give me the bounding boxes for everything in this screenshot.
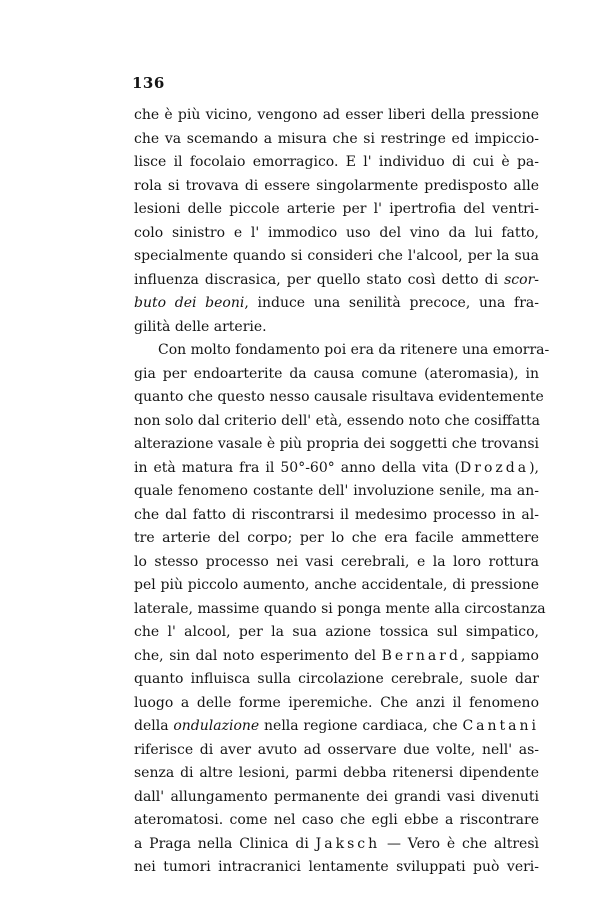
author-name: Drozda — [460, 459, 530, 476]
text-run: , induce una senilità precoce, una fra- — [244, 295, 540, 311]
text-line: lisce il focolaio emorragico. E l' individuo di cui è pa- — [134, 154, 539, 170]
body-text — [134, 104, 550, 880]
text-line: ateromatosi. come nel caso che egli ebbe a riscontrare — [134, 812, 539, 828]
text-line: colo sinistro e l' immodico uso del vino da lui fatto, — [134, 224, 539, 241]
text-line — [134, 645, 539, 669]
text-line — [134, 715, 539, 739]
text-run: della — [134, 718, 174, 734]
text-line: tre arterie del corpo; per lo che era facile ammettere — [134, 530, 539, 546]
text-line: alterazione vasale è più propria dei soggetti che trovansi — [134, 436, 539, 452]
text-line: riferisce di aver avuto ad osservare due volte, nell' as- — [134, 741, 539, 758]
text-line: gia per endoarterite da causa comune (ateromasia), in — [134, 365, 539, 382]
text-line — [134, 269, 539, 293]
text-line: luogo a delle forme iperemiche. Che anzi il fenomeno — [134, 694, 539, 711]
text-line — [134, 833, 539, 857]
text-run: influenza discrasica, per quello stato così detto di — [134, 271, 505, 288]
paragraph-start: Con molto fondamento poi era da ritenere una emorra- — [158, 342, 550, 358]
text-line: lesioni delle piccole arterie per l' ipertrofia del ventri- — [134, 201, 539, 217]
text-line: quale fenomeno costante dell' involuzione senile, ma an- — [134, 483, 539, 499]
text-line: nei tumori intracranici lentamente sviluppati può veri- — [134, 859, 539, 875]
text-line: quanto che questo nesso causale risultava evidentemente — [134, 389, 544, 405]
text-run: in età matura fra il 50°-60° anno della vita ( — [134, 459, 461, 476]
text-line — [134, 292, 539, 316]
text-line: specialmente quando si consideri che l'alcool, per la sua — [134, 248, 539, 264]
text-line: senza di altre lesioni, parmi debba ritenersi dipendente — [134, 765, 539, 781]
author-name: Cantani — [462, 718, 539, 734]
author-name: Bernard — [381, 647, 461, 664]
text-line: lo stesso processo nei vasi cerebrali, e la loro rottura — [134, 553, 539, 570]
text-run: nella regione cardiaca, che — [259, 718, 463, 734]
text-line: quanto influisca sulla circolazione cerebrale, suole dar — [134, 671, 539, 687]
text-line: che l' alcool, per la sua azione tossica sul simpatico, — [134, 624, 539, 640]
text-run: ), — [529, 459, 539, 476]
text-run: a Praga nella Clinica di — [134, 835, 316, 852]
text-line: pel più piccolo aumento, anche accidentale, di pressione — [134, 577, 539, 593]
text-line: non solo dal criterio dell' età, essendo noto che cosiffatta — [134, 412, 540, 429]
italic-term: ondulazione — [173, 718, 260, 734]
text-run: che, sin dal noto esperimento del — [134, 647, 382, 664]
text-line: dall' allungamento permanente dei grandi vasi divenuti — [134, 788, 539, 805]
italic-term: scor- — [504, 271, 539, 288]
text-run: , sappiamo — [460, 647, 539, 664]
text-line: che va scemando a misura che si restringe ed impiccio- — [134, 130, 539, 147]
text-line — [134, 457, 539, 481]
text-line: che è più vicino, vengono ad esser liberi della pressione — [134, 107, 539, 123]
italic-term: buto dei beoni — [134, 295, 245, 311]
text-line: laterale, massime quando si ponga mente alla circostanza — [134, 600, 546, 617]
text-line: che dal fatto di riscontrarsi il medesimo processo in al- — [134, 506, 539, 523]
page-number: 136 — [132, 74, 165, 92]
text-line: gilità delle arterie. — [134, 318, 267, 335]
text-run: — Vero è che altresì — [380, 835, 539, 852]
text-line: rola si trovava di essere singolarmente predisposto alle — [134, 177, 539, 194]
author-name: Jaksch — [315, 835, 381, 852]
